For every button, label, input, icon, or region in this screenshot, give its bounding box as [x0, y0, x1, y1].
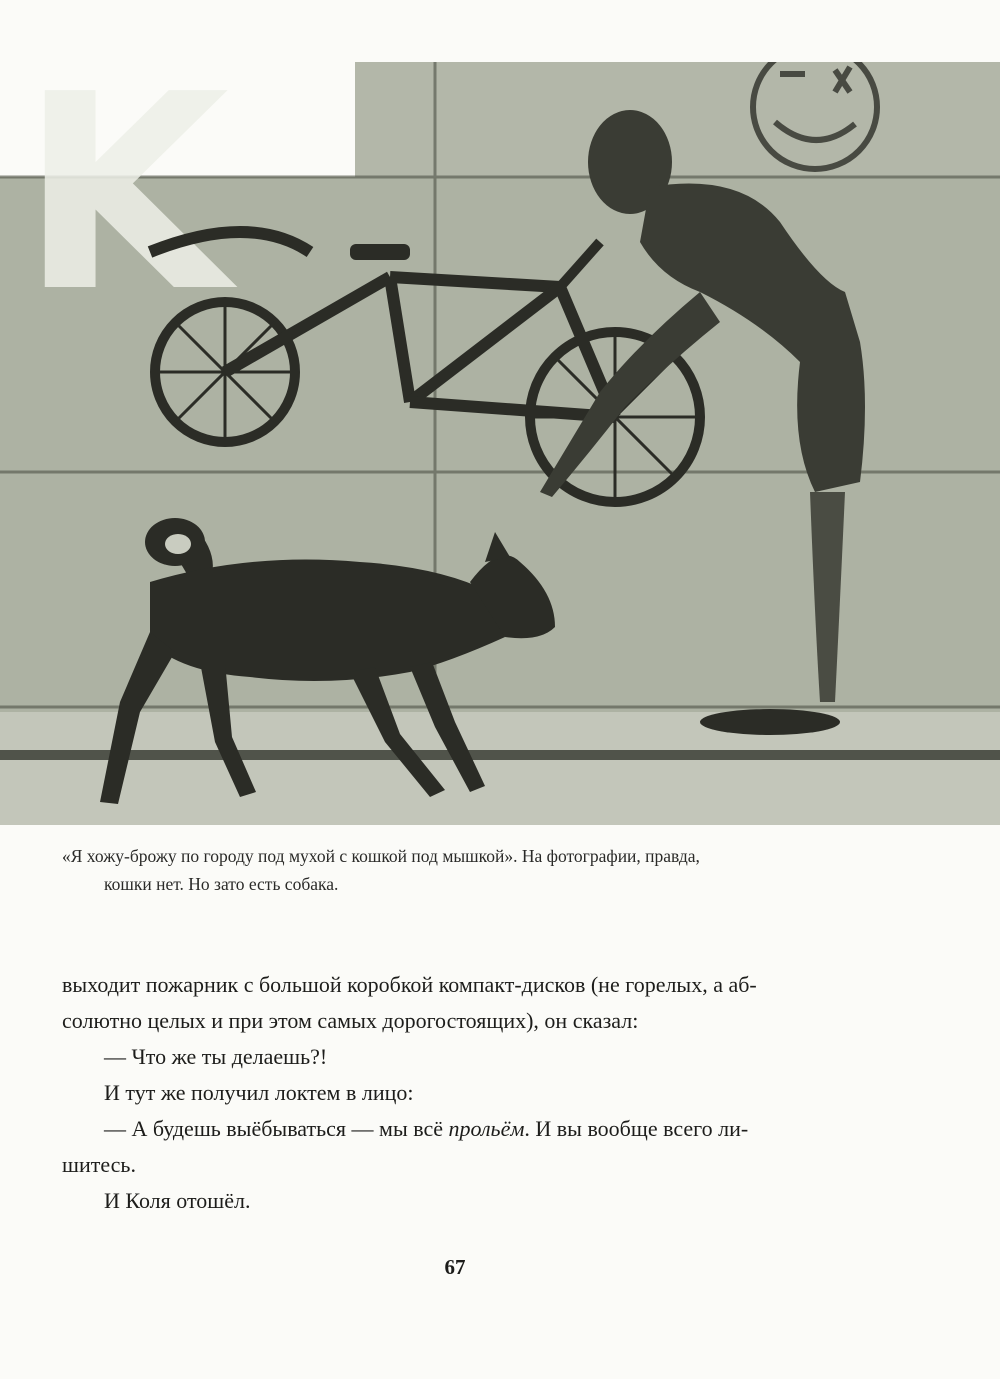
body-text	[62, 967, 882, 1219]
paragraph-line: — Что же ты делаешь?!	[104, 1044, 328, 1069]
photo-illustration	[0, 62, 1000, 825]
photo-caption	[62, 842, 922, 898]
caption-line: кошки нет. Но зато есть собака.	[104, 874, 339, 894]
text-span: . И вы вообще всего ли-	[524, 1116, 749, 1141]
caption-line: «Я хожу-брожу по городу под мухой с кошкой под мышкой». На фотографии, правда,	[62, 846, 700, 866]
emphasis-text: прольём	[448, 1116, 525, 1141]
paragraph-line: солютно целых и при этом самых дорогостоящих), он сказал:	[62, 1008, 639, 1033]
text-span: — А будешь выёбываться — мы всё	[104, 1116, 449, 1141]
photo	[0, 62, 1000, 825]
paragraph-line: И Коля отошёл.	[104, 1188, 251, 1213]
graffiti-letter: K	[20, 62, 230, 351]
paragraph-line	[62, 1111, 882, 1147]
paragraph-line: выходит пожарник с большой коробкой компакт-дисков (не горелых, а аб-	[62, 972, 757, 997]
page-number: 67	[444, 1255, 466, 1279]
paragraph-line: шитесь.	[62, 1152, 136, 1177]
paragraph-line: И тут же получил локтем в лицо:	[104, 1080, 414, 1105]
